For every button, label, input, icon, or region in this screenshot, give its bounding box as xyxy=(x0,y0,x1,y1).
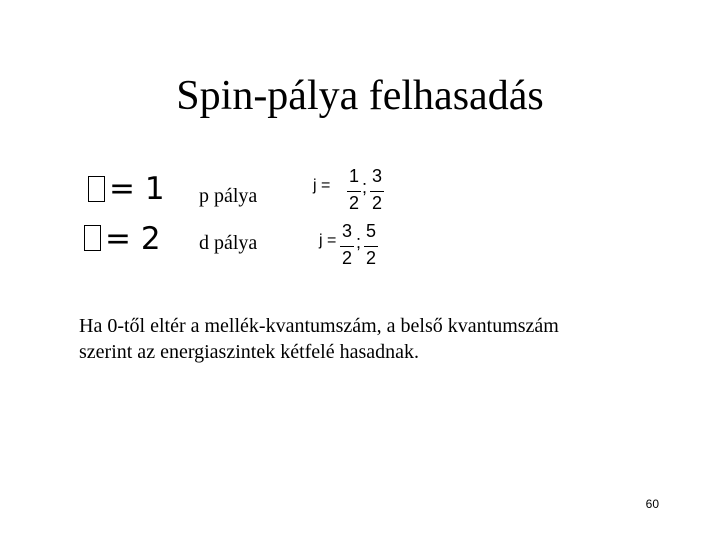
j-label: j = xyxy=(319,232,337,249)
explanation-paragraph: Ha 0-től eltér a mellék-kvantumszám, a belső kvantumszám szerint az energiaszintek kétfelé hasadnak. xyxy=(79,315,559,363)
fraction-bar xyxy=(370,191,384,192)
page-number: 60 xyxy=(645,497,659,511)
fraction-numerator: 3 xyxy=(341,221,352,241)
fraction-numerator: 5 xyxy=(365,221,376,241)
fraction-denominator: 2 xyxy=(348,193,359,213)
orbital-label-p: p pálya xyxy=(199,185,258,207)
j-formula-d xyxy=(319,221,389,271)
equation-l1: = 1 xyxy=(109,171,165,207)
separator: ; xyxy=(356,232,362,252)
fraction-bar xyxy=(347,191,361,192)
equation-l2: = 2 xyxy=(105,221,161,257)
separator: ; xyxy=(362,177,368,197)
fraction-numerator: 3 xyxy=(371,166,382,186)
fraction-denominator: 2 xyxy=(365,248,376,268)
orbital-label-d: d pálya xyxy=(199,232,258,254)
fraction-denominator: 2 xyxy=(371,193,382,213)
fraction-bar xyxy=(340,246,354,247)
missing-glyph-icon xyxy=(84,225,101,251)
fraction-denominator: 2 xyxy=(341,248,352,268)
j-label: j = xyxy=(313,177,331,194)
fraction-bar xyxy=(364,246,378,247)
slide-title: Spin-pálya felhasadás xyxy=(176,73,544,119)
fraction-numerator: 1 xyxy=(348,166,359,186)
missing-glyph-icon xyxy=(88,176,105,202)
j-formula-p xyxy=(313,166,383,216)
